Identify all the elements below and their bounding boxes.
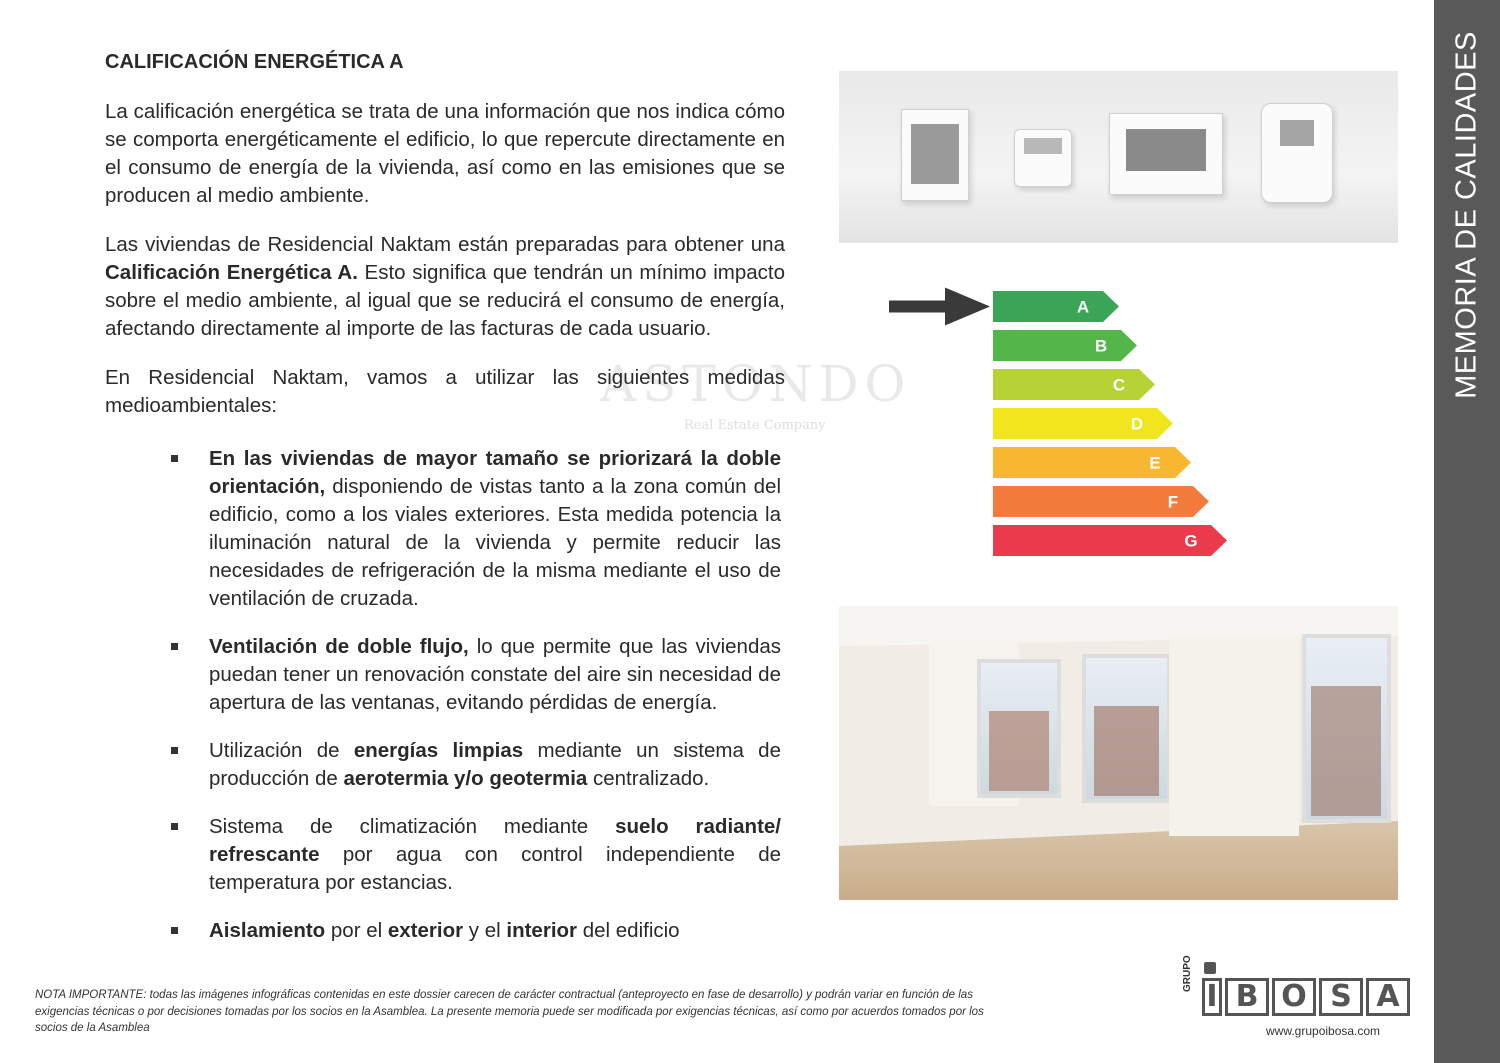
measure-item	[209, 813, 781, 897]
energy-bar	[993, 291, 1119, 322]
website-link[interactable]: www.grupoibosa.com	[1266, 1024, 1381, 1038]
energy-class-letter: B	[1094, 336, 1108, 356]
paragraph-measures-intro: En Residencial Naktam, vamos a utilizar las siguientes medidas medioambientales:	[105, 366, 785, 417]
measure-bold: En las viviendas de mayor tamaño se priorizará la doble orientación,	[209, 447, 781, 498]
energy-bar	[993, 369, 1155, 400]
thermostat-device	[901, 109, 969, 201]
logo-letter: B	[1225, 978, 1269, 1016]
logo-letter: I	[1202, 978, 1222, 1016]
energy-bar	[993, 408, 1173, 439]
measure-bold: Ventilación de doble flujo,	[209, 635, 469, 658]
paragraph-rating	[105, 231, 785, 343]
paragraph-rating-text-2: Esto significa que tendrán un mínimo impacto sobre el medio ambiente, al igual que se reducirá el consumo de energía, afectando directamente al importe de las facturas de cada usuario.	[105, 261, 785, 340]
logo-letter: S	[1319, 978, 1363, 1016]
energy-class-letter: D	[1130, 414, 1144, 434]
energy-label-chart	[885, 280, 1245, 570]
measure-text: Utilización de	[209, 739, 354, 762]
thermostats-photo	[839, 71, 1398, 243]
thermostat-device	[1261, 103, 1333, 203]
thermostat-device	[1109, 113, 1223, 195]
measures-list	[105, 445, 785, 945]
energy-class-b	[993, 330, 1137, 361]
footnote: NOTA IMPORTANTE: todas las imágenes infográficas contenidas en este dossier carecen de carácter contractual (anteproyecto en fase de desarrollo) y podrán variar en función de las exigencias técnicas o por decisiones tomadas por los socios en la Asamblea. La presente memoria puede ser modificada por exigencias técnicas, así como por acuerdos tomados por los socios de la Asamblea	[35, 989, 984, 1034]
main-content	[105, 48, 785, 965]
paragraph-rating-bold: Calificación Energética A.	[105, 261, 358, 284]
measure-item	[209, 737, 781, 793]
measure-item	[209, 633, 781, 717]
logo-letter: O	[1272, 978, 1316, 1016]
energy-bar	[993, 330, 1137, 361]
measure-bold: energías limpias	[353, 739, 524, 762]
measure-item	[209, 445, 781, 613]
measure-text: del edificio	[577, 919, 680, 942]
room-illustration	[839, 606, 1398, 900]
ibosa-logo	[1202, 978, 1410, 1016]
paragraph-intro: La calificación energética se trata de una información que nos indica cómo se comporta energéticamente el edificio, lo que repercute directamente en el consumo de energía de la vivienda, así como en las emisiones que se producen al medio ambiente.	[105, 100, 785, 207]
watermark-name: ASTONDO	[600, 355, 912, 413]
measure-bold: exterior	[387, 919, 464, 942]
paragraph-rating-text-1: Las viviendas de Residencial Naktam están preparadas para obtener una	[105, 233, 785, 256]
energy-class-letter: C	[1112, 375, 1126, 395]
energy-class-letter: A	[1076, 297, 1090, 317]
energy-bar	[993, 447, 1191, 478]
measure-bold: interior	[506, 919, 578, 942]
measure-text: por el	[325, 919, 388, 942]
energy-class-d	[993, 408, 1173, 439]
energy-class-c	[993, 369, 1155, 400]
measure-text: centralizado.	[587, 767, 710, 790]
measure-bold: Aislamiento	[209, 919, 326, 942]
logo-letter: A	[1366, 978, 1410, 1016]
measure-bold: aerotermia y/o geotermia	[343, 767, 588, 790]
energy-class-e	[993, 447, 1191, 478]
measure-text: Sistema de climatización mediante	[209, 815, 616, 838]
watermark-subtitle: Real Estate Company	[684, 418, 826, 433]
energy-class-a	[993, 291, 1119, 322]
section-heading: CALIFICACIÓN ENERGÉTICA A	[105, 51, 404, 73]
thermostat-device	[1014, 129, 1072, 187]
logo-group-label: GRUPO	[1182, 955, 1193, 992]
energy-class-f	[993, 486, 1209, 517]
measure-text: y el	[463, 919, 507, 942]
measure-text: por agua con control independiente de temperatura por estancias.	[209, 843, 781, 894]
energy-class-letter: E	[1149, 453, 1161, 473]
room-photo	[839, 606, 1398, 900]
selected-class-arrow-icon	[889, 288, 990, 326]
measure-bold: suelo radiante/ refrescante	[209, 815, 781, 866]
logo-dot	[1204, 962, 1216, 974]
energy-class-letter: G	[1184, 531, 1198, 551]
energy-class-g	[993, 525, 1227, 556]
measure-item	[209, 917, 781, 945]
measure-text: lo que permite que las viviendas puedan tener un renovación constate del aire sin necesidad de apertura de las ventanas, evitando pérdidas de energía.	[209, 635, 781, 714]
measure-text: disponiendo de vistas tanto a la zona común del edificio, como a los viales exteriores. Esta medida potencia la iluminación natural de la vivienda y permite reducir las necesidades de refrigeración de la misma mediante el uso de ventilación de cruzada.	[209, 475, 781, 610]
sidebar-title: MEMORIA DE CALIDADES	[1450, 31, 1483, 399]
measure-text: mediante un sistema de producción de	[209, 739, 781, 790]
energy-class-letter: F	[1167, 492, 1179, 512]
